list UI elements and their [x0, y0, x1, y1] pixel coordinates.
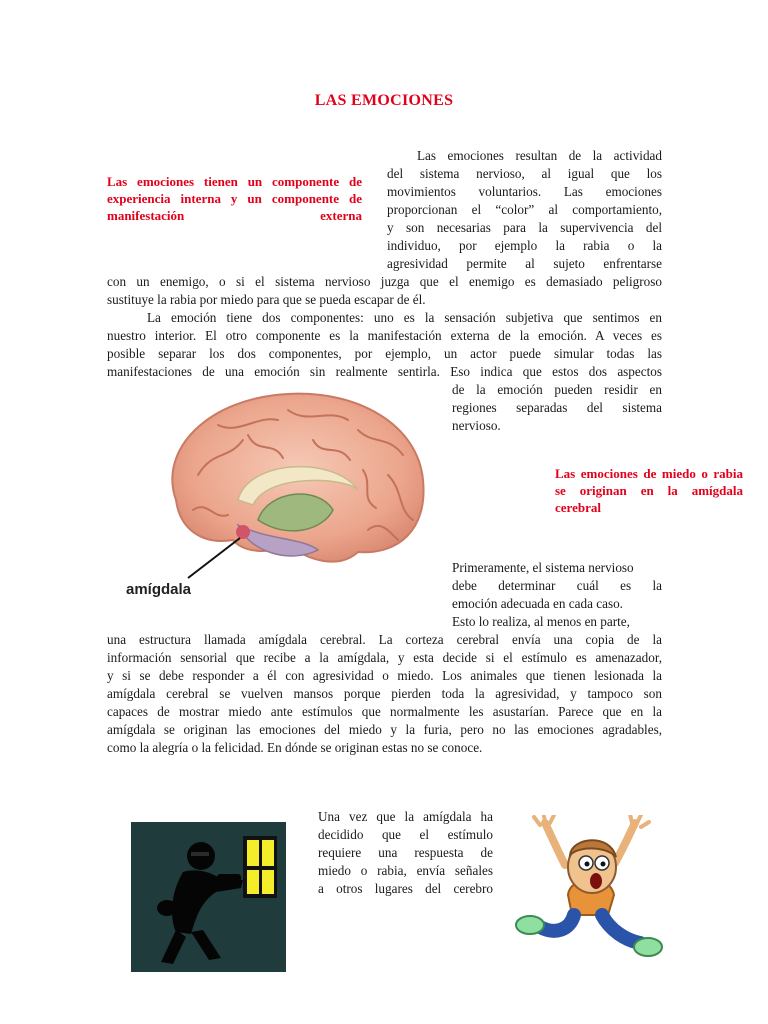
amygdala-label: amígdala: [126, 581, 192, 598]
text-line: nuestro interior. El otro componente es la manifestación externa de la emoción. A veces es: [107, 328, 662, 343]
paragraph-1: [107, 147, 662, 309]
paragraph-3: [107, 559, 662, 757]
text-line: Esto lo realiza, al menos en parte,: [452, 614, 630, 629]
text-line: posible separar los dos componentes, por ejemplo, un actor puede simular todas las: [107, 346, 662, 361]
text-line: amígdala cerebral se vuelven mansos porque pierden toda la agresividad, y tampoco son: [107, 686, 662, 701]
text-line: decidido que el estímulo: [318, 827, 493, 842]
text-line: y son necesarias para la supervivencia del: [387, 220, 662, 235]
scared-running-man-illustration: [510, 815, 670, 965]
text-line: miedo o rabia, envía señales: [318, 863, 493, 878]
text-line: requiere una respuesta de: [318, 845, 493, 860]
text-line: regiones separadas del sistema: [452, 400, 662, 415]
text-line: sustituye la rabia por miedo para que se pueda escapar de él.: [107, 292, 426, 307]
text-line: y si se debe responder a él con agresividad o miedo. Los animales que tienen lesionada la: [107, 668, 662, 683]
text-line: La emoción tiene dos componentes: uno es la sensación subjetiva que sentimos en: [147, 310, 662, 325]
burglar-silhouette-illustration: [131, 822, 286, 972]
text-line: manifestaciones de una emoción sin realmente sentirla. Eso indica que estos dos aspectos: [107, 364, 662, 379]
text-line: emoción adecuada en cada caso.: [452, 596, 623, 611]
text-line: información sensorial que recibe a la amígdala, y esta decide si el estímulo es amenazador,: [107, 650, 662, 665]
text-line: agresividad permite al sujeto enfrentarse: [387, 256, 662, 271]
text-line: una estructura llamada amígdala cerebral. La corteza cerebral envía una copia de la: [107, 632, 662, 647]
text-line: del sistema nervioso, al igual que los: [387, 166, 662, 181]
text-line: Una vez que la amígdala ha: [318, 809, 493, 824]
text-line: Primeramente, el sistema nervioso: [452, 560, 634, 575]
note-amygdala-origin: Las emociones de miedo o rabia se originan en la amígdala cerebral: [555, 466, 743, 515]
text-line: movimientos voluntarios. Las emociones: [387, 184, 662, 199]
text-line: de la emoción pueden residir en: [452, 382, 662, 397]
text-line: con un enemigo, o si el sistema nervioso juzga que el enemigo es demasiado peligroso: [107, 274, 662, 289]
page-title: LAS EMOCIONES: [314, 92, 454, 109]
note-internal-external: Las emociones tienen un componente de experiencia interna y un componente de manifestación externa: [107, 174, 362, 223]
text-line: proporcionan el “color” al comportamiento,: [387, 202, 662, 217]
text-line: individuo, por ejemplo la rabia o la: [387, 238, 662, 253]
text-line: debe determinar cuál es la: [452, 578, 662, 593]
text-line: Las emociones resultan de la actividad: [417, 148, 662, 163]
text-line: capaces de mostrar miedo ante estímulos que normalmente les asustarían. Parece que en la: [107, 704, 662, 719]
text-line: a otros lugares del cerebro: [318, 881, 493, 896]
text-line: nervioso.: [452, 418, 501, 433]
text-line: como la alegría o la felicidad. En dónde se originan estas no se conoce.: [107, 740, 483, 755]
paragraph-4: [318, 808, 493, 898]
text-line: amígdala se originan las emociones del miedo y la furia, pero no las emociones agradables,: [107, 722, 662, 737]
